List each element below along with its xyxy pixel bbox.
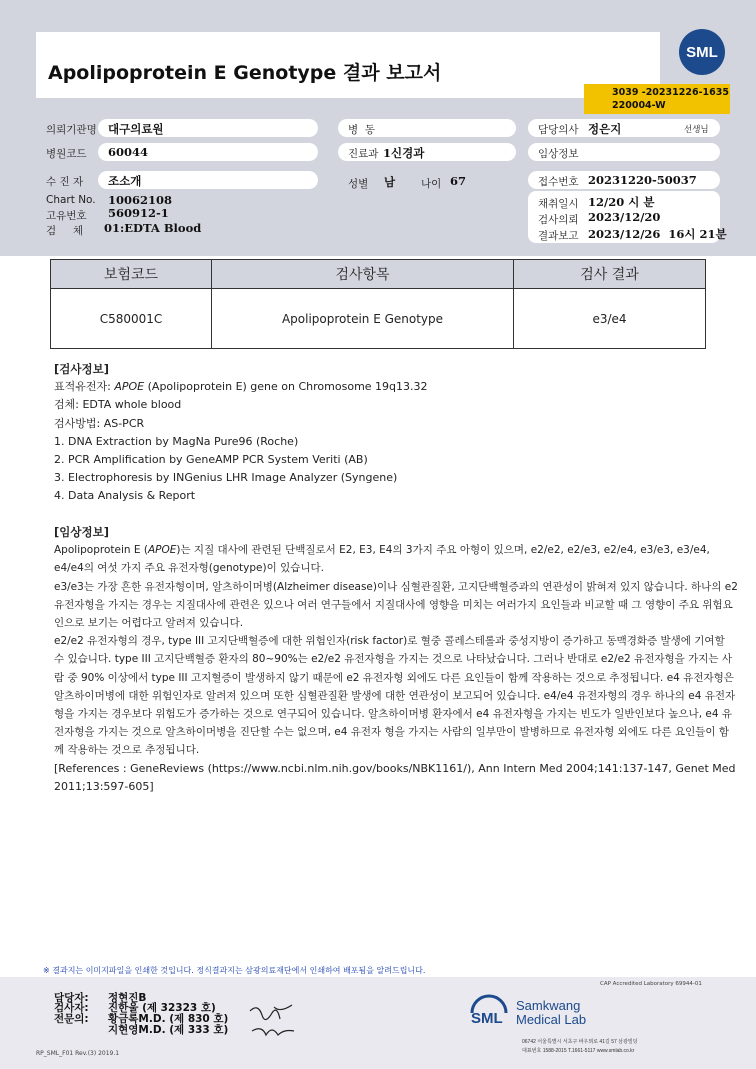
receipt-label: 접수번호 <box>538 176 579 188</box>
specimen-label: 검 체 <box>46 225 83 237</box>
test-info-line: 4. Data Analysis & Report <box>54 489 196 503</box>
inspector-name: 진한울 (제 32323 호) <box>108 1002 216 1014</box>
barcode-text: 3039 -20231226-1635 220004-W <box>612 87 729 111</box>
doctor-title: 선생님 <box>684 125 709 135</box>
col-test-item: 검사항목 <box>212 260 514 289</box>
report-header <box>0 0 756 256</box>
age-value: 67 <box>450 174 467 188</box>
report-footer <box>0 977 756 1069</box>
lab-name-1: Samkwang <box>516 998 581 1013</box>
test-info-line: 2. PCR Amplification by GeneAMP PCR System Veriti (AB) <box>54 453 368 467</box>
request-label: 검사의뢰 <box>538 214 579 226</box>
form-code: RP_SML_F01 Rev.(3) 2019.1 <box>36 1050 120 1057</box>
test-info-section <box>54 360 738 506</box>
title-box <box>36 32 660 98</box>
test-info-heading: [검사정보] <box>54 362 109 376</box>
cap-accreditation: CAP Accredited Laboratory 69944-01 <box>600 981 702 987</box>
results-table <box>50 259 706 349</box>
clinical-paragraph-2: e3/e3는 가장 흔한 유전자형이며, 알츠하이머병(Alzheimer disease)이나 심혈관질환, 고지단백혈증과의 연관성이 밝혀져 있지 않습니다. 하나의 e2 유전자형을 가지는 경우는 지질대사에 관련은 있으나 여러 연구들에서 지질대사에 영향을 미치는 여러가지 요인들과 비교할 때 그 영향이 주요 위험요인으로 보기는 어렵다고 알려져 있습니다. <box>54 580 738 630</box>
test-info-line: 3. Electrophoresis by INGenius LHR Image Analyzer (Syngene) <box>54 471 398 485</box>
test-item: Apolipoprotein E Genotype <box>212 289 514 349</box>
report-date-value: 2023/12/26 16시 21분 <box>588 227 727 241</box>
specialist-label: 전문의: <box>54 1013 89 1025</box>
dept-label: 진료과 <box>348 148 379 160</box>
patient-value: 조소개 <box>108 174 142 188</box>
insurance-code: C580001C <box>51 289 212 349</box>
specialist-2: 지현영M.D. (제 333 호) <box>108 1024 229 1036</box>
clinical-paragraph-3: e2/e2 유전자형의 경우, type III 고지단백혈증에 대한 위험인자(risk factor)로 혈중 콜레스테롤과 중성지방이 증가하고 동맥경화증 발생에 기여할 수 있습니다. type III 고지단백혈증 환자의 80~90%는 e2/e2 유전자형을 가지는 것으로 나타났습니다. 그러나 반대로 e2/e2 유전자형을 가지는 사람 중 90% 이상에서 type III 고지혈증이 발생하지 않기 때문에 e2 유전자형 외에도 다른 요인들이 함께 작용하는 것으로 추정됩니다. e4 유전자형은 알츠하이머병에 대한 위험인자로 알려져 있으며 또한 심혈관질환 발생에 대한 연관성이 보고되어 있습니다. e4/e4 유전자형의 경우 하나의 e4 유전자형을 가지는 경우보다 위험도가 증가하는 것으로 연구되어 있습니다. 알츠하이머병 환자에서 e4 유전자형을 가지는 빈도가 일반인보다 높으나, e4 유전자형을 가지는 것으로 알츠하이머병을 진단할 수는 없으며, e4 유전자 형을 가지는 사람의 일부만이 발병하므로 유전자형 외에도 다른 요인들이 함께 작용하는 것으로 추정됩니다. <box>54 635 736 757</box>
id-value: 560912-1 <box>108 206 169 220</box>
test-result: e3/e4 <box>514 289 706 349</box>
clinical-label: 임상정보 <box>538 148 579 160</box>
id-label: 고유번호 <box>46 210 87 222</box>
sex-value: 남 <box>384 175 396 189</box>
reporter-label: 담당자: <box>54 992 89 1004</box>
clinical-info-heading: [임상정보] <box>54 525 109 539</box>
chart-label: Chart No. <box>46 194 96 206</box>
institution-label: 의뢰기관명 <box>46 124 97 136</box>
collect-label: 채취일시 <box>538 198 579 210</box>
dept-value: 1신경과 <box>383 146 425 160</box>
test-info-line: 검체: EDTA whole blood <box>54 398 182 412</box>
sml-logo: SML <box>679 29 725 75</box>
ward-label: 병 동 <box>348 124 375 136</box>
specialist-1: 황금록M.D. (제 830 호) <box>108 1013 229 1025</box>
inspector-label: 검사자: <box>54 1002 89 1014</box>
sml-swirl-icon <box>468 993 510 1031</box>
print-notice: ※ 결과지는 이미지파일을 인쇄한 것입니다. 정식결과지는 삼광의료재단에서 인쇄하여 배포됨을 알려드립니다. <box>43 966 426 975</box>
lab-contact: 대표번호 1588-2015 T.1661-5117 www.smlab.co.kr <box>522 1048 635 1054</box>
request-value: 2023/12/20 <box>588 210 661 224</box>
lab-address: 06742 서울특별시 서초구 바우뫼로 41길 57 삼광빌딩 <box>522 1039 638 1045</box>
clinical-paragraph-1: Apolipoprotein E (APOE)는 지질 대사에 관련된 단백질로서 E2, E3, E4의 3가지 주요 아형이 있으며, e2/e2, e2/e3, e2/e4, e3/e3, e3/e4, e4/e4의 여섯 가지 주요 유전자형(genotype)이 있습니다. <box>54 544 710 575</box>
specimen-value: 01:EDTA Blood <box>104 221 202 235</box>
table-row <box>51 289 706 349</box>
col-insurance-code: 보험코드 <box>51 260 212 289</box>
hospital-code-value: 60044 <box>108 145 149 159</box>
receipt-value: 20231220-50037 <box>588 173 697 187</box>
sex-label: 성별 <box>348 178 369 190</box>
report-date-label: 결과보고 <box>538 230 579 242</box>
test-info-line: 1. DNA Extraction by MagNa Pure96 (Roche) <box>54 434 299 448</box>
report-title: Apolipoprotein E Genotype 결과 보고서 <box>48 62 442 84</box>
reporter-name: 정현진B <box>108 992 147 1004</box>
test-info-line: 검사방법: AS-PCR <box>54 416 145 430</box>
collect-value: 12/20 시 분 <box>588 195 655 209</box>
target-gene: 표적유전자: APOE (Apolipoprotein E) gene on Chromosome 19q13.32 <box>54 380 428 394</box>
clinical-info-section <box>54 523 738 796</box>
hospital-code-label: 병원코드 <box>46 148 87 160</box>
col-result: 검사 결과 <box>514 260 706 289</box>
doctor-label: 담당의사 <box>538 124 579 136</box>
doctor-value: 정은지 <box>588 122 622 136</box>
lab-name-2: Medical Lab <box>516 1012 587 1027</box>
chart-value: 10062108 <box>108 193 173 207</box>
svg-text:SML: SML <box>471 1010 503 1027</box>
patient-label: 수 진 자 <box>46 176 84 188</box>
references: [References : GeneReviews (https://www.ncbi.nlm.nih.gov/books/NBK1161/), Ann Intern Med 2004;141:137-147, Genet Med 2011;13:597-605] <box>54 761 736 793</box>
signature-image <box>244 999 304 1041</box>
institution-value: 대구의료원 <box>108 122 164 136</box>
age-label: 나이 <box>421 178 442 190</box>
